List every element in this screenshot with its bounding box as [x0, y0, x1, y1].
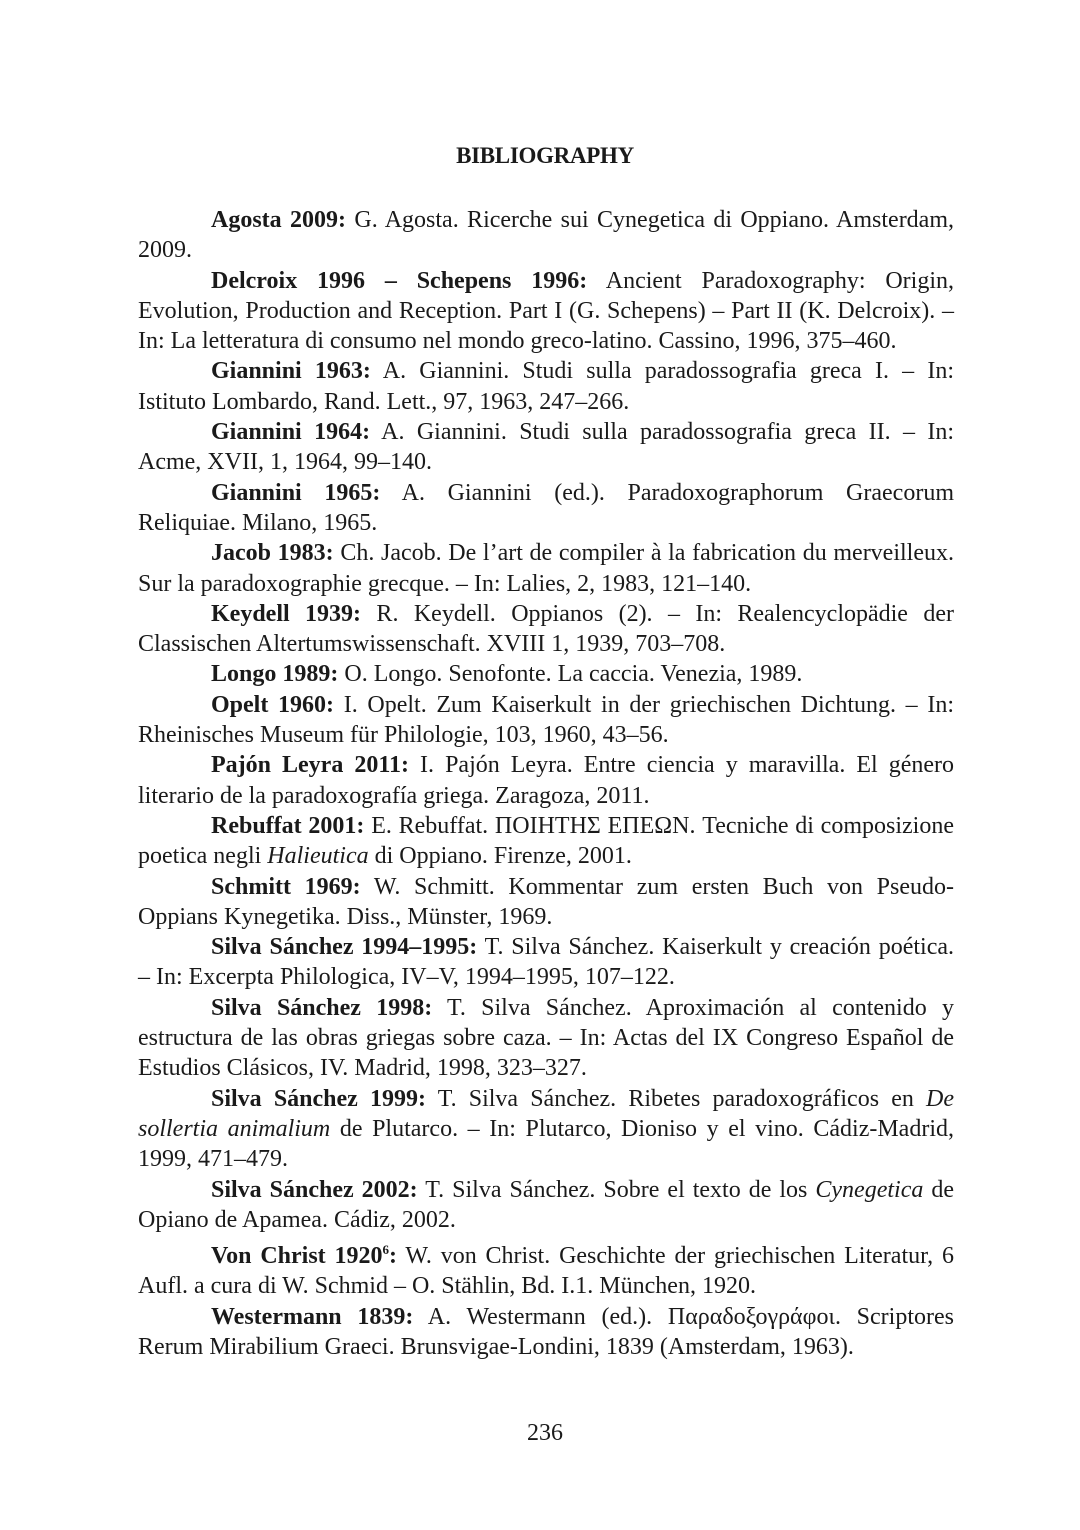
- bibliography-entry: [138, 993, 954, 1084]
- entry-text-continued: di Oppiano. Firenze, 2001.: [368, 843, 632, 870]
- entry-key-colon: :: [389, 1243, 397, 1270]
- entry-key: Silva Sánchez 1998:: [211, 994, 433, 1021]
- entry-text-continued: de Opiano de Apamea. Cádiz, 2002.: [138, 1176, 954, 1233]
- entry-text: A. Giannini. Studi sulla paradossografia greca I. – In: Istituto Lombardo, Rand. Lett., 97, 1963, 247–266.: [138, 358, 954, 415]
- entry-text: T. Silva Sánchez. Kaiserkult y creación poética. – In: Excerpta Philologica, IV–V, 1994–1995, 107–122.: [138, 934, 954, 991]
- bibliography-entry: [138, 417, 954, 478]
- entry-key: Pajón Leyra 2011:: [211, 752, 410, 779]
- entry-text: T. Silva Sánchez. Aproximación al contenido y estructura de las obras griegas sobre caza. – In: Actas del IX Congreso Español de Estudios Clásicos, IV. Madrid, 1998, 323–327.: [138, 994, 954, 1082]
- entry-key: Rebuffat 2001:: [211, 812, 365, 839]
- bibliography-entry: [138, 599, 954, 660]
- entry-text: T. Silva Sánchez. Sobre el texto de los: [417, 1176, 816, 1203]
- entry-key: Delcroix 1996 – Schepens 1996:: [211, 267, 588, 294]
- bibliography-list: [138, 205, 954, 1362]
- entry-key: Agosta 2009:: [211, 207, 347, 233]
- entry-key: Silva Sánchez 2002:: [211, 1176, 418, 1203]
- entry-text: A. Giannini. Studi sulla paradossografia greca II. – In: Acme, XVII, 1, 1964, 99–140.: [138, 419, 954, 476]
- entry-text-continued: de Plutarco. – In: Plutarco, Dioniso y el vino. Cádiz-Madrid, 1999, 471–479.: [138, 1115, 954, 1173]
- entry-key: Jacob 1983:: [211, 540, 334, 567]
- entry-text: Ch. Jacob. De l’art de compiler à la fabrication du merveilleux. Sur la paradoxographie grecque. – In: Lalies, 2, 1983, 121–140.: [138, 540, 954, 597]
- entry-key-main: Von Christ 1920: [211, 1243, 383, 1270]
- entry-key: Giannini 1964:: [211, 419, 371, 446]
- entry-italic-title: Halieutica: [267, 843, 369, 870]
- bibliography-entry: [138, 872, 954, 933]
- entry-key: Opelt 1960:: [211, 691, 335, 718]
- entry-key: Westermann 1839:: [211, 1303, 414, 1330]
- bibliography-entry: [138, 932, 954, 993]
- bibliography-entry: [138, 1235, 954, 1302]
- entry-text: I. Pajón Leyra. Entre ciencia y maravilla. El género literario de la paradoxografía griega. Zaragoza, 2011.: [138, 752, 955, 809]
- bibliography-entry: [138, 356, 954, 417]
- page-title: BIBLIOGRAPHY: [456, 143, 634, 168]
- entry-text: R. Keydell. Oppianos (2). – In: Realencyclopädie der Classischen Altertumswissenschaft. XVIII 1, 1939, 703–708.: [138, 600, 954, 658]
- entry-text: W. von Christ. Geschichte der griechischen Literatur, 6 Aufl. a cura di W. Schmid – O. Stählin, Bd. I.1. München, 1920.: [138, 1243, 954, 1300]
- entry-text: W. Schmitt. Kommentar zum ersten Buch von Pseudo-Oppians Kynegetika. Diss., Münster, 1969.: [138, 873, 955, 930]
- bibliography-entry: [138, 478, 954, 539]
- bibliography-entry: [138, 205, 954, 266]
- entry-key: Silva Sánchez 1994–1995:: [211, 934, 478, 961]
- bibliography-entry: [138, 811, 954, 872]
- entry-key: Keydell 1939:: [211, 600, 362, 627]
- entry-text: E. Rebuffat. ΠΟΙΗΤΗΣ ΕΠΕΩΝ. Tecniche di composizione poetica negli: [138, 812, 954, 870]
- entry-text: G. Agosta. Ricerche sui Cynegetica di Oppiano. Amsterdam, 2009.: [138, 207, 955, 264]
- entry-text: Ancient Paradoxography: Origin, Evolution, Production and Reception. Part I (G. Schepens) – Part II (K. Delcroix). – In: La letteratura di consumo nel mondo greco-latino. Cassino, 1996, 375–460.: [138, 267, 955, 355]
- bibliography-entry: [138, 750, 954, 811]
- bibliography-entry: [138, 1175, 954, 1236]
- entry-key: Giannini 1963:: [211, 358, 371, 385]
- entry-key: Longo 1989:: [211, 661, 339, 688]
- bibliography-entry: [138, 659, 954, 689]
- bibliography-entry: [138, 1302, 954, 1363]
- entry-text: I. Opelt. Zum Kaiserkult in der griechischen Dichtung. – In: Rheinisches Museum für Philologie, 103, 1960, 43–56.: [138, 691, 955, 749]
- entry-text: T. Silva Sánchez. Ribetes paradoxográficos en: [425, 1085, 927, 1112]
- entry-text: A. Westermann (ed.). Παραδοξογράφοι. Scriptores Rerum Mirabilium Graeci. Brunsvigae-Londini, 1839 (Amsterdam, 1963).: [138, 1303, 954, 1360]
- entry-key: Giannini 1965:: [211, 479, 381, 506]
- entry-key: [211, 1243, 397, 1269]
- entry-italic-title: De sollertia animalium: [138, 1085, 954, 1142]
- entry-text: A. Giannini (ed.). Paradoxographorum Graecorum Reliquiae. Milano, 1965.: [138, 479, 954, 536]
- entry-key: Schmitt 1969:: [211, 873, 361, 900]
- bibliography-entry: [138, 266, 954, 357]
- bibliography-entry: [138, 690, 954, 751]
- bibliography-entry: [138, 538, 954, 599]
- entry-key: Silva Sánchez 1999:: [211, 1085, 426, 1112]
- page-number: 236: [527, 1420, 563, 1446]
- entry-italic-title: Cynegetica: [815, 1176, 924, 1203]
- entry-text: O. Longo. Senofonte. La caccia. Venezia, 1989.: [338, 661, 803, 688]
- bibliography-entry: [138, 1084, 954, 1175]
- edition-superscript: 6: [382, 1242, 389, 1258]
